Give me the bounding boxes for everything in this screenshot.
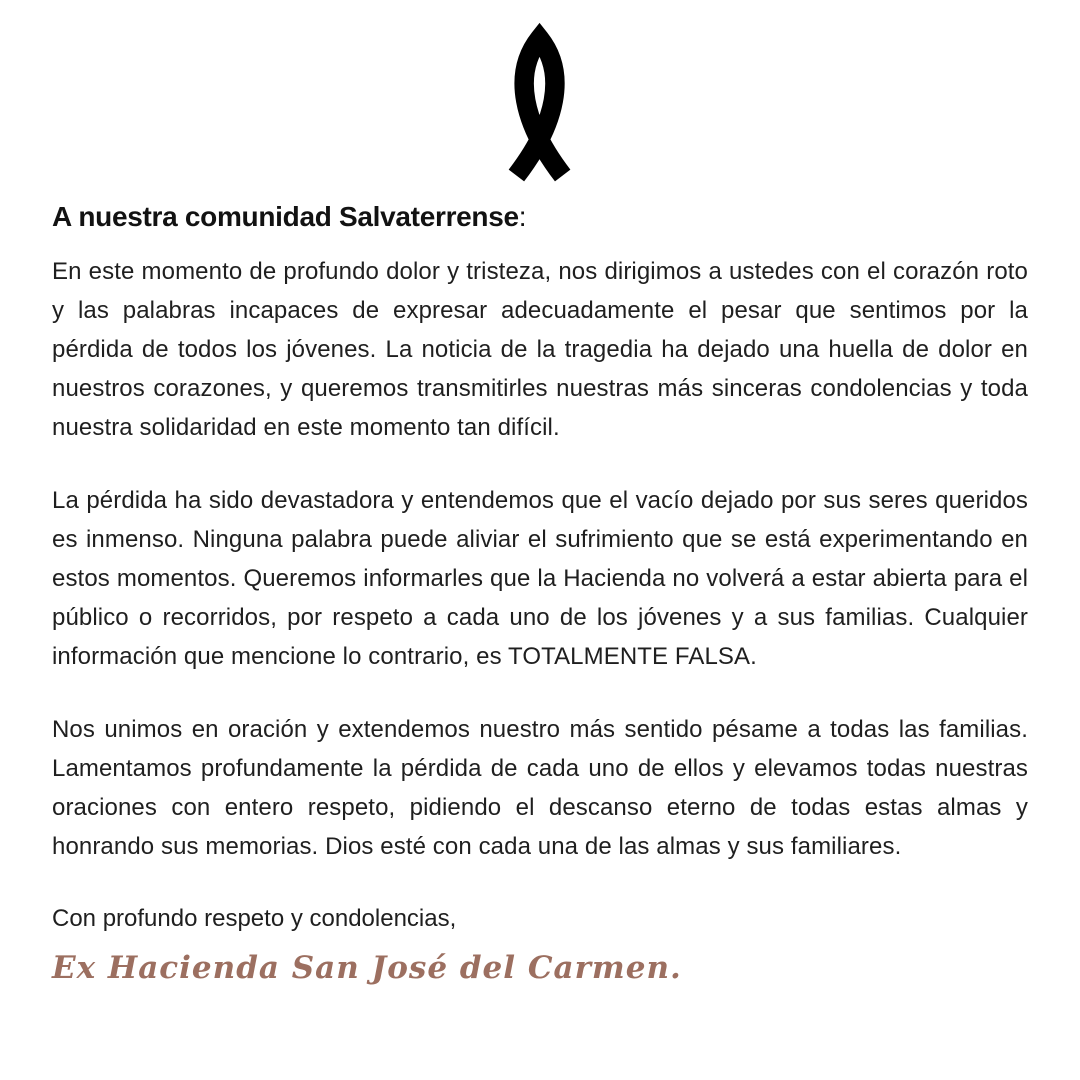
paragraph-prayers: Nos unimos en oración y extendemos nuestro más sentido pésame a todas las familias. Lamentamos profundamente la pérdida de cada uno de ellos y elevamos todas nuestras oraciones con entero respeto, pidiendo el descanso eterno de todas estas almas y honrando sus memorias. Dios esté con cada una de las almas y sus familiares. bbox=[52, 716, 1028, 860]
salutation-colon: : bbox=[518, 201, 527, 232]
paragraph-hacienda-closed: La pérdida ha sido devastadora y entendemos que el vacío dejado por sus seres queridos es inmenso. Ninguna palabra puede aliviar el sufrimiento que se está experimentando en estos momentos. Queremos informarles que la Hacienda no volverá a estar abierta para el público o recorridos, por respeto a cada uno de los jóvenes y a sus familias. Cualquier información que mencione lo contrario, es TOTALMENTE FALSA. bbox=[52, 487, 1028, 670]
closing-line: Con profundo respeto y condolencias, bbox=[52, 905, 457, 932]
salutation-text: A nuestra comunidad Salvaterrense bbox=[52, 201, 519, 232]
paragraph-condolence: En este momento de profundo dolor y tristeza, nos dirigimos a ustedes con el corazón roto y las palabras incapaces de expresar adecuadamente el pesar que sentimos por la pérdida de todos los jóvenes. La noticia de la tragedia ha dejado una huella de dolor en nuestros corazones, y queremos transmitirles nuestras más sinceras condolencias y toda nuestra solidaridad en este momento tan difícil. bbox=[52, 258, 1028, 441]
signature: Ex Hacienda San José del Carmen. bbox=[52, 950, 682, 986]
mourning-ribbon-icon bbox=[52, 20, 1028, 182]
salutation bbox=[52, 200, 1028, 234]
